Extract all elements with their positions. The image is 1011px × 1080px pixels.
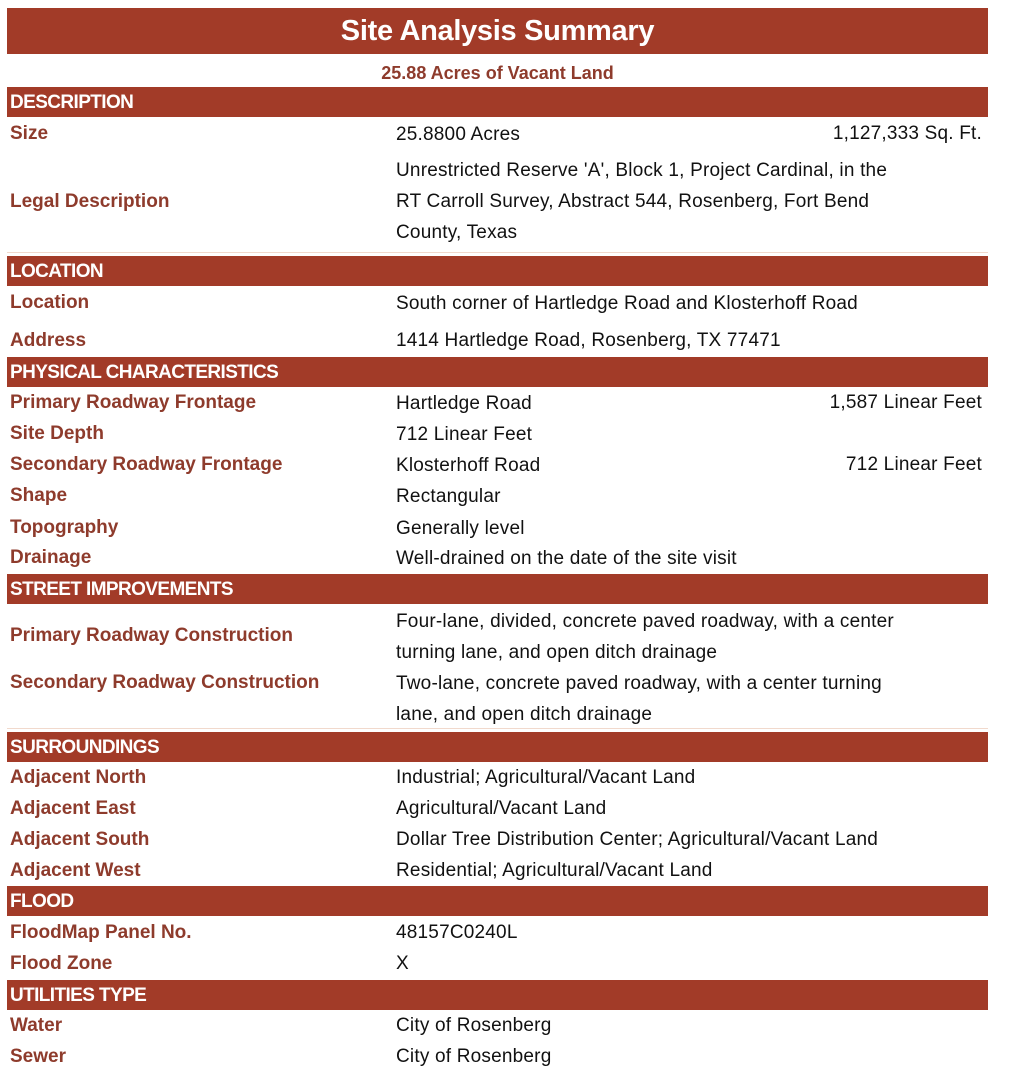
row-label: FloodMap Panel No. — [10, 922, 192, 943]
row-label: Site Depth — [10, 423, 104, 444]
value-line: Two-lane, concrete paved roadway, with a center turning — [396, 673, 882, 694]
row-value: Residential; Agricultural/Vacant Land — [396, 860, 713, 881]
row-value: Agricultural/Vacant Land — [396, 798, 607, 819]
row-label: Adjacent West — [10, 860, 141, 881]
row-value: 712 Linear Feet — [396, 424, 533, 445]
row-label: Adjacent East — [10, 798, 136, 819]
section-header-flood: FLOOD — [7, 886, 988, 916]
row-label: Location — [10, 292, 90, 313]
divider — [7, 728, 988, 729]
section-header-location: LOCATION — [7, 256, 988, 286]
row-value: Generally level — [396, 518, 525, 539]
row-label: Size — [10, 123, 49, 144]
value-line: RT Carroll Survey, Abstract 544, Rosenberg, Fort Bend — [396, 191, 870, 212]
row-value-right: 1,127,333 Sq. Ft. — [832, 123, 982, 144]
value-line: turning lane, and open ditch drainage — [396, 642, 718, 663]
row-value: Dollar Tree Distribution Center; Agricultural/Vacant Land — [396, 829, 879, 850]
row-label: Topography — [10, 517, 119, 538]
row-value-right: 712 Linear Feet — [845, 454, 982, 475]
row-value: 25.8800 Acres — [396, 124, 521, 145]
row-value: City of Rosenberg — [396, 1015, 552, 1036]
row-value: South corner of Hartledge Road and Klosterhoff Road — [396, 293, 858, 314]
row-value — [396, 668, 976, 730]
value-line: Unrestricted Reserve 'A', Block 1, Project Cardinal, in the — [396, 160, 888, 181]
row-label: Legal Description — [10, 191, 170, 212]
row-value — [396, 155, 976, 248]
row-value: 48157C0240L — [396, 922, 518, 943]
row-label: Primary Roadway Construction — [10, 625, 293, 646]
page-subtitle: 25.88 Acres of Vacant Land — [381, 63, 614, 83]
row-value: Industrial; Agricultural/Vacant Land — [396, 767, 696, 788]
row-label: Adjacent South — [10, 829, 150, 850]
row-label: Secondary Roadway Construction — [10, 672, 320, 693]
row-value: Hartledge Road — [396, 393, 532, 414]
row-label: Water — [10, 1015, 63, 1036]
row-value: X — [396, 953, 409, 974]
page-title: Site Analysis Summary — [7, 8, 988, 54]
row-value: Klosterhoff Road — [396, 455, 541, 476]
row-label: Secondary Roadway Frontage — [10, 454, 283, 475]
row-value: Rectangular — [396, 486, 501, 507]
row-label: Primary Roadway Frontage — [10, 392, 257, 413]
row-value: City of Rosenberg — [396, 1046, 552, 1067]
value-line: Four-lane, divided, concrete paved roadway, with a center — [396, 611, 894, 632]
row-label: Sewer — [10, 1046, 66, 1067]
row-label: Flood Zone — [10, 953, 113, 974]
row-label: Adjacent North — [10, 767, 147, 788]
value-line: lane, and open ditch drainage — [396, 704, 653, 725]
section-header-surroundings: SURROUNDINGS — [7, 732, 988, 762]
section-header-physical-characteristics: PHYSICAL CHARACTERISTICS — [7, 357, 988, 387]
row-value — [396, 606, 976, 668]
section-header-utilities-type: UTILITIES TYPE — [7, 980, 988, 1010]
section-header-description: DESCRIPTION — [7, 87, 988, 117]
row-value: 1414 Hartledge Road, Rosenberg, TX 77471 — [396, 330, 781, 351]
row-value-right: 1,587 Linear Feet — [829, 392, 982, 413]
row-label: Drainage — [10, 547, 92, 568]
section-header-street-improvements: STREET IMPROVEMENTS — [7, 574, 988, 604]
divider — [7, 252, 988, 253]
row-value: Well-drained on the date of the site visit — [396, 548, 737, 569]
row-label: Address — [10, 330, 87, 351]
row-label: Shape — [10, 485, 68, 506]
value-line: County, Texas — [396, 222, 518, 243]
